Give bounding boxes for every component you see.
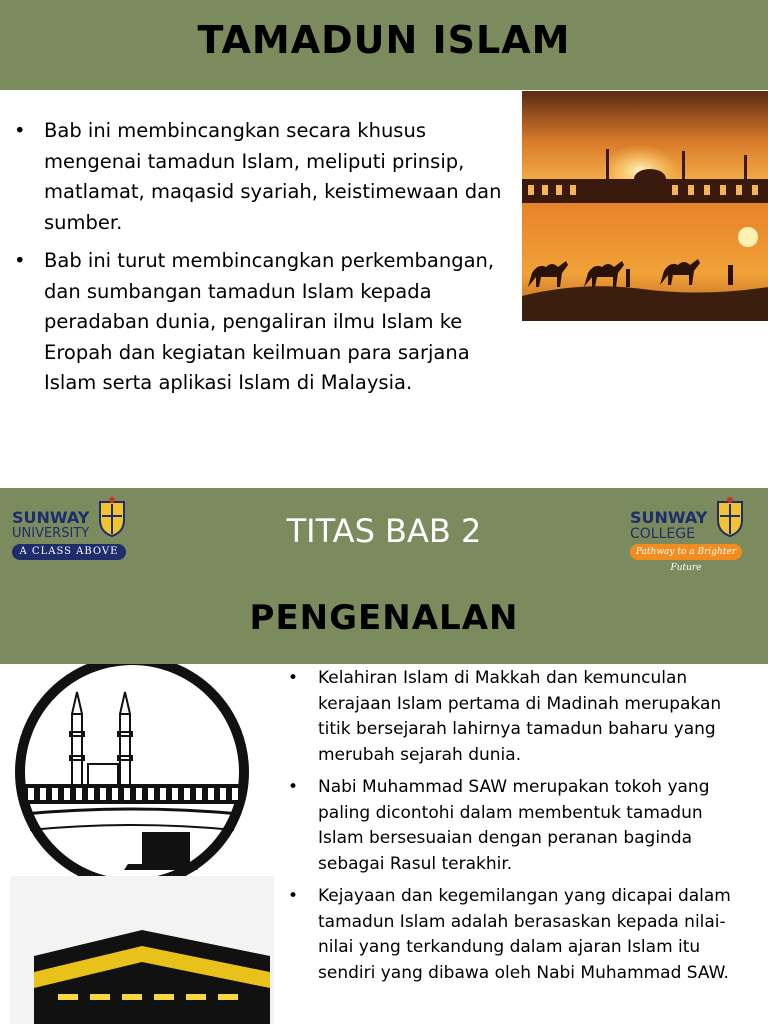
list-item xyxy=(14,246,514,399)
slide-title: PENGENALAN xyxy=(249,598,519,638)
bullet-list xyxy=(14,116,514,407)
sunset-camel-image xyxy=(522,91,768,321)
bullet-text: Kelahiran Islam di Makkah dan kemunculan kerajaan Islam pertama di Madinah merupakan titik bersejarah lahirnya tamadun baharu yang merubah sejarah dunia. xyxy=(318,668,722,765)
bullet-text: Kejayaan dan kegemilangan yang dicapai dalam tamadun Islam adalah berasaskan kepada nilai-nilai yang terkandung dalam ajaran Islam itu sendiri yang dibawa oleh Nabi Muhammad SAW. xyxy=(318,886,731,983)
logo-wordmark-sub: COLLEGE xyxy=(630,526,695,542)
bullet-icon: • xyxy=(288,668,299,688)
list-item xyxy=(288,666,748,768)
bullet-text: Nabi Muhammad SAW merupakan tokoh yang paling dicontohi dalam membentuk tamadun Islam bersesuaian dengan peranan baginda sebagai Rasul terakhir. xyxy=(318,777,710,874)
logo-wordmark-sub: UNIVERSITY xyxy=(12,526,90,541)
list-item xyxy=(288,775,748,877)
bullet-text: Bab ini membincangkan secara khusus mengenai tamadun Islam, meliputi prinsip, matlamat, maqasid syariah, keistimewaan dan sumber. xyxy=(44,119,502,234)
slide-subtitle: TITAS BAB 2 xyxy=(286,512,482,550)
sunway-college-logo xyxy=(630,494,746,573)
masjid-al-haram-illustration xyxy=(8,664,256,876)
logo-tagline: Pathway to a Brighter Future xyxy=(630,544,742,560)
logo-tagline: A CLASS ABOVE xyxy=(12,544,126,560)
kaaba-illustration xyxy=(10,876,274,1024)
list-item xyxy=(288,884,748,986)
bullet-icon: • xyxy=(288,777,299,797)
slide-title: TAMADUN ISLAM xyxy=(197,18,571,62)
bullet-icon: • xyxy=(288,886,299,906)
logo-wordmark: SUNWAY xyxy=(12,508,90,527)
crest-icon xyxy=(716,496,744,538)
bullet-text: Bab ini turut membincangkan perkembangan, dan sumbangan tamadun Islam kepada peradaban dunia, pengaliran ilmu Islam ke Eropah dan kegiatan keilmuan para sarjana Islam serta aplikasi Islam di Malaysia. xyxy=(44,249,495,394)
bullet-icon: • xyxy=(14,119,26,142)
bullet-icon: • xyxy=(14,249,26,272)
logo-wordmark: SUNWAY xyxy=(630,508,708,527)
list-item xyxy=(14,116,514,238)
bullet-list xyxy=(288,666,748,993)
